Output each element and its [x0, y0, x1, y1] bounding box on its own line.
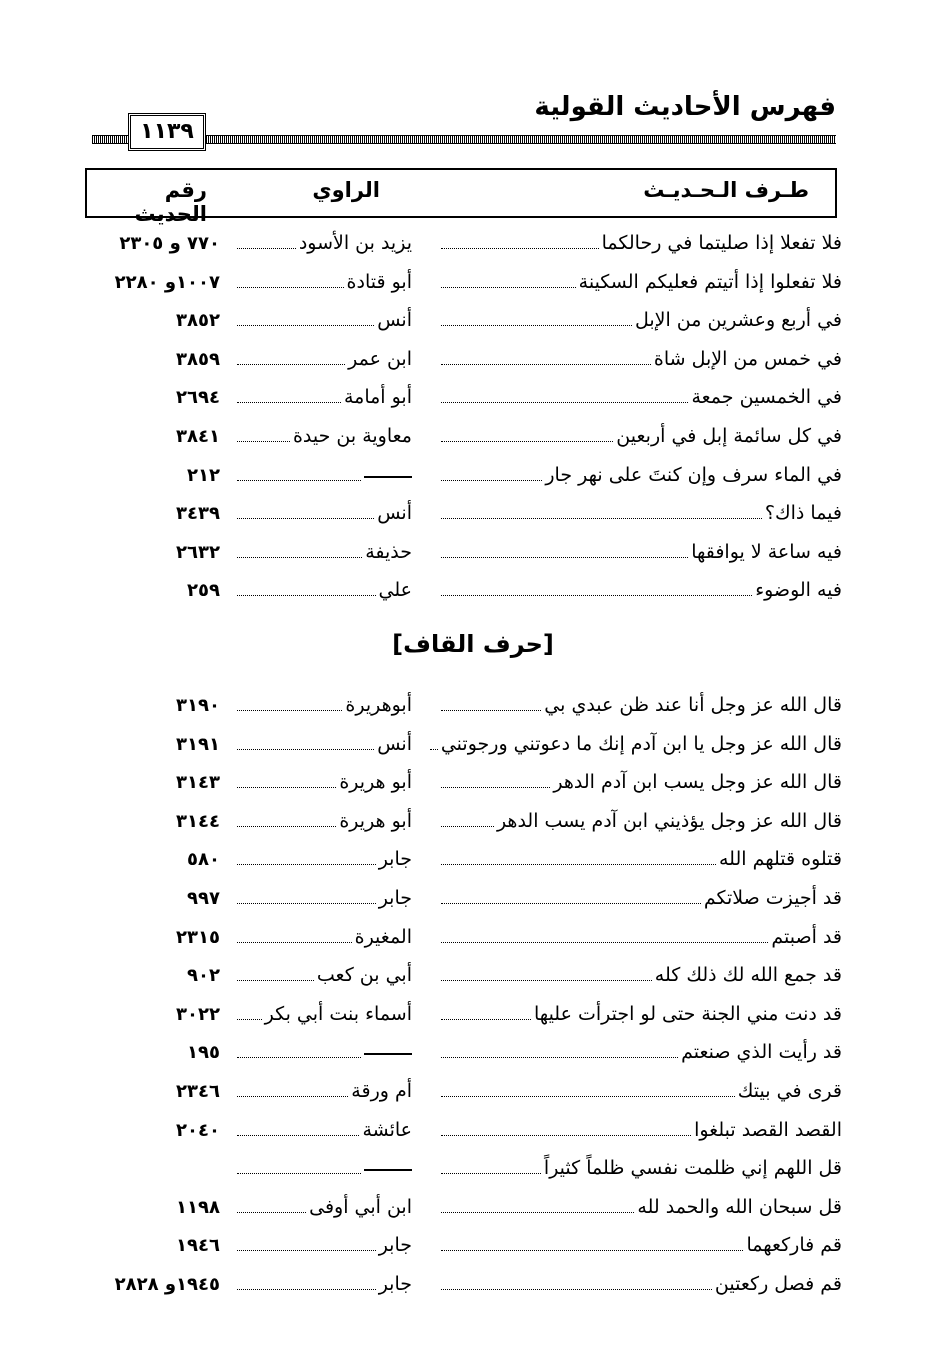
narrator-cell [234, 309, 412, 331]
hadith-cell [438, 771, 842, 793]
narrator-text: أنس [377, 502, 412, 525]
narrator-text: ابن أبي أوفى [309, 1195, 412, 1218]
hadith-text: فلا تفعلا إذا صليتما في رحالكما [601, 232, 842, 254]
narrator-text: جابر [378, 848, 412, 871]
narrator-text: علي [378, 579, 412, 602]
leader-dots [237, 325, 374, 326]
narrator-cell [234, 1169, 412, 1179]
index-row [0, 723, 946, 761]
hadith-text: قال الله عز وجل يؤذيني ابن آدم يسب الدهر [496, 809, 842, 832]
index-row [0, 376, 946, 414]
hadith-number: ١٩٤٥و ٢٨٢٨ [114, 1274, 220, 1295]
hadith-cell [438, 964, 842, 986]
narrator-text: جابر [378, 1273, 412, 1295]
leader-dots [441, 864, 716, 865]
hadith-cell [438, 1119, 842, 1141]
narrator-cell [234, 502, 412, 524]
leader-dots [441, 1019, 531, 1020]
index-row [0, 531, 946, 569]
leader-dots [237, 903, 376, 904]
narrator-text: معاوية بن حيدة [292, 425, 412, 447]
hadith-number: ٣٨٤١ [176, 426, 220, 447]
index-row [0, 1186, 946, 1224]
hadith-cell [438, 1041, 842, 1063]
narrator-text: حذيفة [365, 540, 412, 563]
leader-dots [237, 1057, 361, 1058]
leader-dots [237, 364, 345, 365]
hadith-number: ٢٦٩٤ [176, 387, 220, 409]
leader-dots [441, 364, 651, 365]
hadith-cell [438, 309, 842, 331]
hadith-number: ٥٨٠ [187, 849, 220, 871]
leader-dots [237, 864, 376, 865]
index-row [0, 454, 946, 492]
leader-dots [441, 287, 576, 288]
narrator-cell [234, 964, 412, 986]
index-row [0, 684, 946, 722]
narrator-text: المغيرة [354, 925, 412, 948]
narrator-cell [234, 1080, 412, 1102]
hadith-cell [438, 1157, 842, 1179]
leader-dots [441, 1057, 678, 1058]
narrator-text: أبو قتادة [346, 270, 412, 293]
hadith-cell [438, 1080, 842, 1102]
leader-dots [441, 1135, 691, 1136]
hadith-cell [438, 502, 842, 524]
column-narrator: الراوي [312, 178, 380, 202]
hadith-cell [438, 579, 842, 601]
leader-dots [441, 480, 542, 481]
narrator-text: أبو هريرة [339, 809, 412, 832]
hadith-cell [438, 733, 842, 755]
hadith-cell [438, 232, 842, 254]
index-row [0, 761, 946, 799]
hadith-number: ٣١٤٣ [176, 772, 220, 794]
leader-dots [237, 480, 361, 481]
leader-dots [237, 1289, 376, 1290]
narrator-cell [234, 1053, 412, 1063]
narrator-text: يزيد بن الأسود [298, 232, 412, 254]
leader-dots [237, 1096, 348, 1097]
index-row [0, 916, 946, 954]
narrator-cell [234, 926, 412, 948]
index-row [0, 1147, 946, 1185]
leader-dots [441, 826, 494, 827]
narrator-cell [234, 771, 412, 793]
narrator-cell [234, 848, 412, 870]
leader-dots [441, 1096, 735, 1097]
hadith-text: فيه الوضوء [755, 579, 842, 602]
hadith-cell [438, 541, 842, 563]
column-header [85, 168, 837, 226]
hadith-text: قد أصبتم [771, 925, 842, 948]
hadith-number: ١٠٠٧و ٢٢٨٠ [114, 271, 220, 293]
narrator-dash [364, 1053, 412, 1055]
leader-dots [441, 903, 701, 904]
hadith-text: قل سبحان الله والحمد لله [637, 1195, 842, 1218]
leader-dots [237, 980, 314, 981]
leader-dots [237, 441, 290, 442]
leader-dots [237, 787, 336, 788]
index-row [0, 993, 946, 1031]
hadith-number: ٣٨٥٩ [176, 348, 220, 370]
narrator-text: أم ورقة [351, 1080, 412, 1102]
hadith-number: ٣١٩١ [176, 733, 220, 755]
hadith-cell [438, 425, 842, 447]
hadith-number: ١٩٤٦ [176, 1235, 220, 1257]
leader-dots [237, 518, 374, 519]
hadith-number: ٣١٩٠ [176, 695, 220, 716]
leader-dots [441, 441, 613, 442]
hadith-text: قم فصل ركعتين [714, 1273, 842, 1295]
narrator-cell [234, 733, 412, 755]
leader-dots [441, 1289, 712, 1290]
leader-dots [441, 1250, 743, 1251]
leader-dots [430, 749, 438, 750]
narrator-cell [234, 348, 412, 370]
leader-dots [237, 248, 296, 249]
hadith-text: قال الله عز وجل يسب ابن آدم الدهر [553, 771, 842, 794]
hadith-cell [438, 386, 842, 408]
hadith-text: قل اللهم إني ظلمت نفسي ظلماً كثيراً [543, 1157, 842, 1180]
narrator-text: جابر [378, 1234, 412, 1257]
narrator-cell [234, 694, 412, 716]
hadith-number: ١٩٥ [187, 1042, 220, 1064]
narrator-cell [234, 1273, 412, 1295]
hadith-number: ٢٣١٥ [176, 926, 220, 948]
hadith-text: قال الله عز وجل يا ابن آدم إنك ما دعوتني ورجوتني [440, 732, 842, 755]
index-row [0, 261, 946, 299]
hadith-text: القصد القصد تبلغوا [694, 1118, 842, 1141]
narrator-text: أبو أمامة [343, 386, 412, 409]
leader-dots [441, 557, 688, 558]
hadith-text: قتلوه قتلهم الله [718, 848, 842, 871]
index-row [0, 1070, 946, 1108]
leader-dots [237, 1173, 361, 1174]
hadith-text: في الماء سرف وإن كنتَ على نهر جار [545, 463, 842, 486]
leader-dots [237, 1019, 262, 1020]
leader-dots [441, 787, 550, 788]
narrator-cell [234, 386, 412, 408]
index-row [0, 838, 946, 876]
hadith-text: في الخمسين جمعة [691, 386, 842, 409]
index-row [0, 415, 946, 453]
index-row [0, 1109, 946, 1147]
leader-dots [441, 248, 599, 249]
leader-dots [237, 557, 362, 558]
narrator-text: عائشة [362, 1118, 412, 1141]
hadith-number: ٢٣٤٦ [176, 1081, 220, 1102]
leader-dots [441, 1212, 634, 1213]
narrator-dash [364, 476, 412, 478]
page-number: ١١٣٩ [128, 113, 206, 151]
narrator-text: أبي بن كعب [316, 964, 412, 987]
hadith-text: في أربع وعشرين من الإبل [634, 309, 842, 332]
narrator-text: أبو هريرة [339, 771, 412, 794]
hadith-text: قد رأيت الذي صنعتم [681, 1041, 842, 1064]
index-row [0, 222, 946, 260]
hadith-number: ٢١٢ [187, 464, 220, 486]
narrator-cell [234, 887, 412, 909]
hadith-text: فيه ساعة لا يوافقها [691, 540, 842, 563]
index-row [0, 877, 946, 915]
hadith-cell [438, 1273, 842, 1295]
narrator-text: ابن عمر [348, 347, 412, 370]
narrator-text: أسماء بنت أبي بكر [264, 1002, 412, 1025]
hadith-cell [438, 348, 842, 370]
hadith-text: فيما ذاك؟ [764, 502, 842, 525]
column-hadith: طـرف الـحـديـث [643, 178, 809, 202]
hadith-cell [438, 848, 842, 870]
leader-dots [237, 749, 374, 750]
narrator-cell [234, 810, 412, 832]
narrator-cell [234, 425, 412, 447]
hadith-number: ٣١٤٤ [176, 810, 220, 832]
hadith-text: قرى في بيتك [737, 1080, 842, 1102]
hadith-number: ٢٦٣٢ [176, 541, 220, 563]
hadith-text: في خمس من الإبل شاة [653, 347, 842, 370]
leader-dots [441, 980, 652, 981]
index-row [0, 800, 946, 838]
narrator-text: أنس [377, 732, 412, 755]
page-title: فهرس الأحاديث القولية [534, 92, 836, 122]
narrator-text: جابر [378, 887, 412, 909]
narrator-cell [234, 541, 412, 563]
leader-dots [441, 1173, 541, 1174]
leader-dots [237, 826, 336, 827]
hadith-number: ٣٨٥٢ [176, 310, 220, 332]
narrator-cell [234, 1119, 412, 1141]
narrator-cell [234, 271, 412, 293]
hadith-text: فلا تفعلوا إذا أتيتم فعليكم السكينة [578, 270, 842, 293]
hadith-number: ٩٠٢ [187, 965, 220, 987]
index-row [0, 569, 946, 607]
leader-dots [237, 710, 342, 711]
hadith-cell [438, 464, 842, 486]
hadith-text: قال الله عز وجل أنا عند ظن عبدي بي [544, 694, 842, 716]
hadith-cell [438, 887, 842, 909]
leader-dots [441, 942, 768, 943]
hadith-text: في كل سائمة إبل في أربعين [616, 425, 842, 447]
hadith-text: قد دنت مني الجنة حتى لو اجترأت عليها [534, 1002, 842, 1025]
hadith-text: قم فاركعهما [746, 1234, 842, 1257]
narrator-cell [234, 1234, 412, 1256]
hadith-cell [438, 1196, 842, 1218]
index-row [0, 299, 946, 337]
narrator-cell [234, 232, 412, 254]
hadith-number: ٧٧٠ و ٢٣٠٥ [119, 233, 220, 254]
hadith-number: ٩٩٧ [187, 888, 220, 909]
hadith-cell [438, 694, 842, 716]
hadith-number: ٣٠٢٢ [176, 1003, 220, 1025]
leader-dots [237, 287, 344, 288]
leader-dots [237, 402, 341, 403]
index-row [0, 1031, 946, 1069]
hadith-cell [438, 1234, 842, 1256]
hadith-cell [438, 926, 842, 948]
hadith-text: قد جمع الله لك ذلك كله [654, 964, 842, 987]
hadith-number: ٢٥٩ [187, 580, 220, 602]
narrator-text: أبوهريرة [345, 694, 412, 716]
narrator-cell [234, 476, 412, 486]
hadith-cell [438, 810, 842, 832]
narrator-cell [234, 579, 412, 601]
hadith-text: قد أجيزت صلاتكم [703, 887, 842, 909]
leader-dots [441, 402, 688, 403]
column-number: رقم الحديث [134, 178, 207, 226]
leader-dots [441, 595, 752, 596]
section-title: [حرف القاف] [392, 630, 554, 658]
leader-dots [237, 942, 352, 943]
hadith-number: ١١٩٨ [176, 1196, 220, 1218]
leader-dots [237, 1135, 359, 1136]
narrator-cell [234, 1196, 412, 1218]
index-row [0, 1263, 946, 1301]
narrator-cell [234, 1003, 412, 1025]
hadith-number: ٣٤٣٩ [176, 503, 220, 525]
leader-dots [237, 1250, 376, 1251]
hadith-number: ٢٠٤٠ [176, 1119, 220, 1141]
index-row [0, 492, 946, 530]
index-row [0, 954, 946, 992]
hadith-cell [438, 1003, 842, 1025]
hadith-cell [438, 271, 842, 293]
leader-dots [237, 1212, 306, 1213]
leader-dots [441, 518, 762, 519]
leader-dots [441, 325, 632, 326]
index-row [0, 1224, 946, 1262]
leader-dots [237, 595, 376, 596]
narrator-text: أنس [377, 309, 412, 332]
narrator-dash [364, 1169, 412, 1171]
index-row [0, 338, 946, 376]
leader-dots [441, 710, 541, 711]
